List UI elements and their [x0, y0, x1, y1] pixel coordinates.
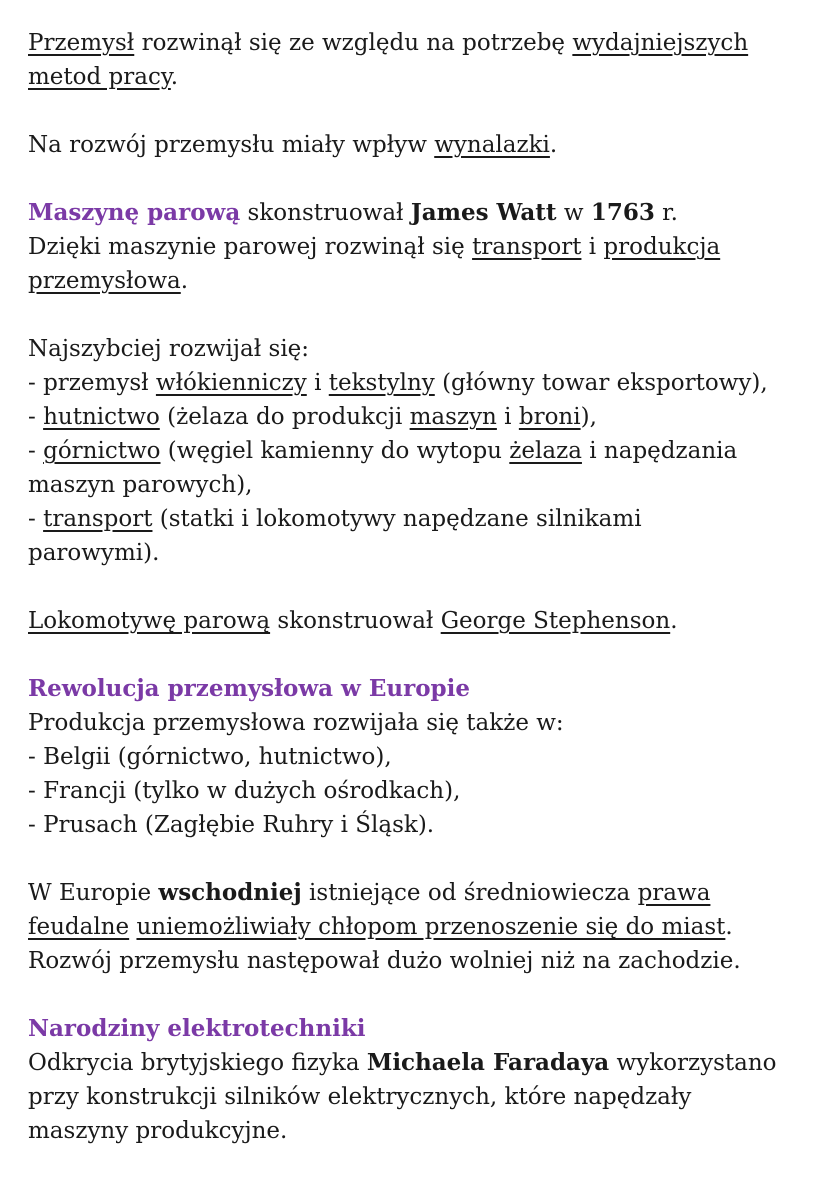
list-item: - Francji (tylko w dużych ośrodkach), [28, 778, 461, 804]
term-maszyn: maszyn [409, 404, 497, 430]
term-transport: transport [472, 234, 582, 260]
term-broni: broni [518, 404, 581, 430]
term-prawa: prawa [637, 880, 711, 906]
text: skonstruował [240, 200, 411, 226]
section-revolution-europe [28, 672, 818, 842]
text: r. [654, 200, 678, 226]
text: i [306, 370, 329, 396]
term-przemyslowa: przemysłowa [28, 268, 181, 294]
list-item [28, 366, 818, 400]
bold-faraday: Michaela Faradaya [366, 1049, 610, 1076]
text: . [170, 64, 179, 90]
term-wlokienniczy: włókienniczy [155, 370, 307, 396]
term-wynalazki: wynalazki [434, 132, 550, 158]
text: rozwinął się ze względu na potrzebę [134, 30, 573, 56]
line [28, 128, 818, 162]
paragraph-fastest-growing [28, 332, 818, 570]
term-hutnictwo: hutnictwo [43, 404, 160, 430]
term-stephenson: George Stephenson [440, 608, 671, 634]
bold-james-watt: James Watt [410, 199, 557, 226]
term-feudalne: feudalne [28, 914, 130, 940]
term-produkcja: produkcja [603, 234, 721, 260]
line [28, 26, 818, 60]
text: (główny towar eksportowy), [434, 370, 768, 396]
text: . [725, 914, 733, 940]
line: przy konstrukcji silników elektrycznych, które napędzały [28, 1084, 692, 1110]
document [28, 26, 818, 1182]
term-lokomotywa: Lokomotywę parową [28, 608, 271, 634]
list-item [28, 502, 818, 536]
text: (węgiel kamienny do wytopu [160, 438, 510, 464]
bold-year: 1763 [590, 199, 655, 226]
term-wydajniejszych: wydajniejszych [572, 30, 749, 56]
text: i [496, 404, 519, 430]
text: i napędzania [581, 438, 738, 464]
text: (statki i lokomotywy napędzane silnikami [152, 506, 642, 532]
text: i [581, 234, 604, 260]
list-item-continuation: parowymi). [28, 540, 160, 566]
line [28, 1046, 818, 1080]
line [28, 60, 818, 94]
text: Na rozwój przemysłu miały wpływ [28, 132, 435, 158]
text: W Europie [28, 880, 159, 906]
text: . [180, 268, 189, 294]
list-item [28, 400, 818, 434]
paragraph-inventions [28, 128, 818, 162]
paragraph-industry [28, 26, 818, 94]
list-item: - Prusach (Zagłębie Ruhry i Śląsk). [28, 812, 435, 838]
term-uniemozliwialy: uniemożliwiały chłopom przenoszenie się do miast [136, 914, 726, 940]
line [28, 604, 818, 638]
line [28, 196, 818, 230]
term-metod-pracy: metod pracy [28, 64, 171, 90]
section-heading: Rewolucja przemysłowa w Europie [28, 675, 470, 702]
text: ), [580, 404, 597, 430]
text: - [28, 404, 44, 430]
text: Odkrycia brytyjskiego fizyka [28, 1050, 367, 1076]
line [28, 876, 818, 910]
line: maszyny produkcyjne. [28, 1118, 288, 1144]
paragraph-eastern-europe [28, 876, 818, 978]
term-gornictwo: górnictwo [43, 438, 161, 464]
text: . [549, 132, 558, 158]
line [28, 264, 818, 298]
paragraph-locomotive [28, 604, 818, 638]
list-item [28, 434, 818, 468]
paragraph-steam-engine [28, 196, 818, 298]
text: - [28, 438, 44, 464]
text: (żelaza do produkcji [159, 404, 410, 430]
section-heading: Narodziny elektrotechniki [28, 1015, 366, 1042]
text: wykorzystano [609, 1050, 777, 1076]
list-intro: Najszybciej rozwijał się: [28, 336, 310, 362]
section-electrotechnics [28, 1012, 818, 1148]
list-item: - Belgii (górnictwo, hutnictwo), [28, 744, 392, 770]
list-intro: Produkcja przemysłowa rozwijała się także w: [28, 710, 564, 736]
term-przemysl: Przemysł [28, 30, 135, 56]
text: istniejące od średniowiecza [301, 880, 638, 906]
term-tekstylny: tekstylny [328, 370, 435, 396]
text: Dzięki maszynie parowej rozwinął się [28, 234, 473, 260]
term-zelaza: żelaza [509, 438, 582, 464]
text: . [670, 608, 678, 634]
bold-wschodniej: wschodniej [158, 879, 302, 906]
text: - przemysł [28, 370, 156, 396]
line: Rozwój przemysłu następował dużo wolniej niż na zachodzie. [28, 948, 741, 974]
list-item-continuation: maszyn parowych), [28, 472, 253, 498]
highlight-maszyna-parowa: Maszynę parową [28, 199, 241, 226]
text: w [556, 200, 591, 226]
text: - [28, 506, 44, 532]
line [28, 910, 818, 944]
line [28, 230, 818, 264]
text: skonstruował [270, 608, 441, 634]
term-transport: transport [43, 506, 153, 532]
